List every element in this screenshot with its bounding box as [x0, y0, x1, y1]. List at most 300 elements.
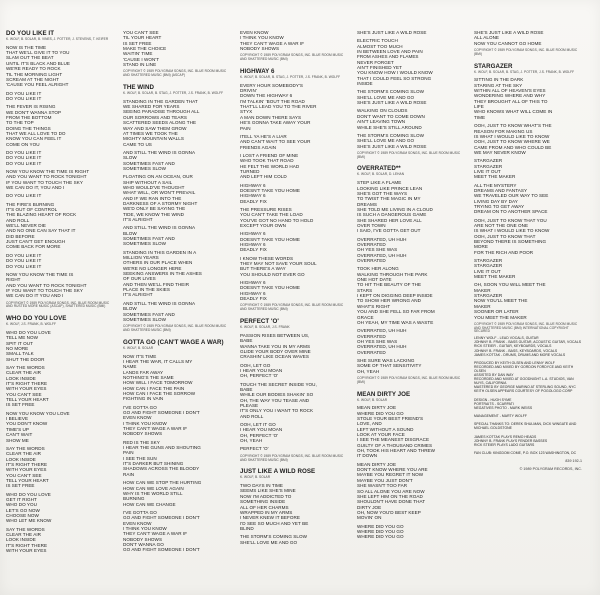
- lyric-line: IT'S ALRIGHT: [123, 292, 153, 298]
- credit-line: DESIGN - HUGH SYME: [474, 397, 512, 402]
- copyright-notice: COPYRIGHT © 1989 POLYGRAM SONGS, INC. BLUE ROOM MUSIC AND RUSTED MORE MUSIC (ASCAP), SHATTERED MUSIC (BMI): [6, 300, 110, 309]
- lyric-stanza: [123, 480, 231, 507]
- lyric-line: WHERE DID YOU GO: [357, 534, 404, 540]
- credit-line: PORTRAITS - SCARPATI: [474, 401, 514, 406]
- lyric-line: SHE'S GOT THE WAYS: [357, 190, 408, 196]
- lyric-line: ALL ALONE: [474, 35, 500, 41]
- lyric-line: MAYBE YOU JUST DON'T: [357, 477, 413, 483]
- lyric-stanza: [240, 446, 348, 451]
- lyric-line: CRASHIN' LIKE OCEAN WAVES: [240, 354, 310, 360]
- lyric-line: NOW IT'S TIME: [123, 353, 157, 359]
- lyric-line: WAY AND SAW THEM GROW: [123, 125, 187, 131]
- lyric-line: OH, SOON YOU WILL MEET THE: [474, 282, 546, 288]
- lyric-line: TELL ME NOW: [6, 335, 39, 341]
- lyric-line: OH YEAH, MY TIME WAS A WASTE: [357, 319, 434, 325]
- lyric-line: STARGAZER: [474, 163, 503, 169]
- lyric-line: WHY IS THE WORLD STILL: [123, 490, 183, 496]
- lyric-line: DO YOU LIKE IT: [6, 258, 42, 264]
- credit-line: MANAGEMENT - MARTY WOLFF: [474, 414, 528, 419]
- lyric-line: I HEAR YOU MOAN: [240, 427, 283, 433]
- lyric-line: ALMOST TOO MUCH: [357, 43, 403, 49]
- copyright-notice: COPYRIGHT © 1989 POLYGRAM SONGS, INC. BLUE ROOM MUSIC AND SHATTERED MUSIC (BMI): [240, 53, 344, 62]
- song-credits: K. WOLF, B. SOLAR, J.S. FRANK: [240, 325, 290, 330]
- lyric-line: HOW CAN I FACE THE PAIN: [123, 385, 185, 391]
- lyric-stanza: [474, 218, 582, 255]
- lyric-line: SOONER OR LATER: [474, 309, 519, 315]
- lyric-line: LIFE: [474, 104, 484, 110]
- lyric-line: SO ALL ALONE YOU ARE NOW: [357, 488, 425, 494]
- lyric-line: OH, PERFECT 'O': [240, 432, 279, 438]
- lyric-line: AND YOU WANT TO ROCK TONIGHT: [6, 282, 87, 288]
- lyric-line: I HEAR THE WAR, IT CALLS MY: [123, 358, 193, 364]
- lyric-line: WHILE OUR BODIES SHAKIN' SO: [240, 392, 314, 398]
- song-credits: K. WOLF, J.S. FRANK, B. WOLFF: [6, 322, 56, 327]
- lyric-line: WE'D ONLY BE SAYING THE: [123, 206, 186, 212]
- lyric-line: WITH YOUR EYES: [6, 386, 47, 392]
- lyric-line: I SAID, I'VE GOTTA GET OUT: [357, 228, 421, 234]
- lyric-line: MAYBE YOU REGRET IT NOW: [357, 472, 424, 478]
- lyric-line: TOUCH THE SECRET INSIDE YOU,: [240, 381, 317, 387]
- lyric-line: CAME FROM AND WHO COULD BE: [474, 144, 552, 150]
- song-title: STARGAZER: [474, 62, 513, 70]
- lyric-line: SOME OF THAT SENSITIVITY: [357, 363, 422, 369]
- lyric-line: I'M TALKIN' 'BOUT THE ROAD: [240, 98, 305, 104]
- lyric-stanza: [6, 446, 114, 489]
- lyric-line: SHE'S JUST LIKE A WILD ROSE: [357, 30, 427, 35]
- lyric-line: INSIDE: [357, 81, 373, 87]
- lyric-line: TRYING TO GET AWAY: [474, 203, 525, 209]
- lyric-line: SLAM OUT THE BEAT: [6, 55, 54, 61]
- lyric-line: WHO TOOK THAT ROAD: [240, 158, 294, 164]
- lyric-line: AND STILL THE WIND IS GONNA: [123, 225, 196, 231]
- copyright-notice: COPYRIGHT © 1989 POLYGRAM SONGS, INC. BLUE ROOM MUSIC AND SHATTERED MUSIC (BMI): [240, 453, 344, 462]
- lyric-line: OVERRATED, UH HUH: [357, 252, 407, 258]
- song-credits: K. WOLF, B. SOLAR, D. LEHAN: [357, 172, 405, 177]
- lyric-line: AND IF WE RAN INTO THE: [123, 195, 182, 201]
- lyric-line: WE CAN DO IT, YOU AND I: [6, 185, 65, 191]
- lyric-line: NOW YOU CANNOT GO HOME: [474, 40, 542, 46]
- lyric-line: STANDING IN THIS GARDEN IN A: [123, 249, 197, 255]
- lyric-line: AND ROLL: [240, 413, 264, 419]
- lyric-line: AND LEFT HIM COLD: [240, 174, 287, 180]
- lyric-line: DON'T WANNA GO: [123, 541, 164, 547]
- lyric-line: OVERRATED: [357, 349, 386, 355]
- lyric-line: I'D SEE SO MUCH AND YET BE: [240, 520, 309, 526]
- lyric-stanza: [6, 169, 114, 190]
- lyric-line: I'VE GOTTA GO: [123, 509, 157, 515]
- lyric-line: FROM THE BOTTOM: [6, 114, 52, 120]
- lyrics-column-5: [474, 30, 582, 471]
- credit-line: KEITH OLSEN APPEARS COURTESY OF POGOLOGO CORP: [474, 389, 573, 394]
- lyric-line: PLEASE: [240, 403, 259, 408]
- lyric-line: TO SHOW HER WRONG AND: [357, 298, 422, 304]
- lyric-stanza: [474, 282, 582, 319]
- lyric-line: NOBODY SHOWS: [123, 431, 163, 437]
- lyric-line: NOW IS THE TIME: [6, 44, 47, 50]
- lyric-line: WE TRAVELED OUR WAY TO SEE: [474, 193, 549, 199]
- lyric-line: 'CAUSE YOU FEEL ALRIGHT: [6, 82, 69, 88]
- lyric-stanza: [6, 527, 114, 554]
- song-title: DO YOU LIKE IT: [6, 30, 55, 37]
- lyric-line: SAY THE WORDS: [6, 445, 45, 451]
- lyric-stanza: [240, 83, 348, 131]
- song-title: THE WIND: [123, 84, 154, 91]
- credit-line: LENNY WOLF - LEAD VOCALS, GUITAR: [474, 336, 539, 341]
- lyric-line: MORE: [474, 244, 488, 250]
- lyric-stanza: [6, 272, 114, 299]
- lyric-line: HOW WILL I FACE TOMORROW: [123, 380, 193, 386]
- lyric-line: STYX: [240, 109, 253, 115]
- lyric-line: LOVE, AND: [357, 421, 382, 427]
- lyric-line: OOH, LET GO: [240, 362, 271, 368]
- lyric-line: WHAT'S RIGHT: [357, 303, 391, 309]
- lyric-line: MAKER: [474, 287, 491, 293]
- lyric-line: WHO KNOWS WHAT WILL COME IN: [474, 109, 553, 115]
- lyric-line: WE CAN DO IT YOU AND I: [6, 293, 64, 299]
- lyric-line: IF YOU WANT TO TOUCH THE SKY: [6, 179, 83, 185]
- song-credits: K. WOLF, B. SOLAR, B. STAG, J. POTTER, J.S. FRANK, B. WOLFF: [240, 74, 341, 79]
- lyric-line: MOVIN' ON: [357, 515, 382, 521]
- copyright-notice: COPYRIGHT © 1989 POLYGRAM SONGS, INC. BLUE ROOM MUSIC (BMI): [357, 375, 462, 384]
- lyric-line: TIL THE MORNING LIGHT: [6, 71, 63, 77]
- lyric-line: DREAMS: [357, 201, 377, 207]
- lyric-line: THEY MAY NOT SAVE YOUR SOUL: [240, 261, 317, 267]
- lyric-stanza: [123, 225, 231, 246]
- lyric-line: AT TIMES WE TOOK THE: [123, 130, 178, 136]
- catalog-number: 839 192-1: [565, 458, 582, 463]
- lyric-line: HOW CAN WE STOP THE HURTING: [123, 480, 202, 486]
- lyric-line: SPIT IT OUT: [6, 340, 33, 346]
- lyric-line: DREAMS AND FANTASY: [474, 187, 528, 193]
- lyric-stanza: [123, 30, 231, 67]
- lyric-line: YOU CAN'T TAKE THE LOAD: [240, 212, 303, 218]
- lyric-line: CAN'T WAIT: [6, 432, 33, 438]
- lyric-line: THE FEVER IS RISING: [6, 104, 56, 110]
- lyric-line: GO AND FIGHT SOMEONE I DON'T: [123, 547, 200, 553]
- lyric-line: OH YES SHE WAS: [357, 338, 398, 344]
- lyric-line: SHE SHARED HER LOVE ALL: [357, 217, 422, 223]
- lyric-stanza: [357, 462, 465, 521]
- song-title: PERFECT 'O': [240, 318, 279, 326]
- lyric-line: WRAPPED IN MY ARMS: [240, 509, 293, 515]
- lyric-line: WHO DO YOU LOVE: [6, 329, 51, 335]
- lyric-line: STOLE YOUR BEST FRIEND'S: [357, 416, 424, 422]
- lyric-line: DRIVIN': [240, 88, 257, 94]
- lyric-line: EVEN KNOW: [123, 415, 152, 421]
- credit-line: NEGATIVES PHOTO - MARK WEISS: [474, 405, 533, 410]
- lyric-line: AND STILL THE WIND IS GONNA: [123, 300, 196, 306]
- song-credits: K. WOLF, B. SOLAR: [240, 475, 271, 480]
- lyric-line: YOU CAN'T SEE: [6, 391, 42, 397]
- lyric-line: UNTIL IT'S BLACK AND BLUE: [6, 60, 70, 66]
- lyric-line: PAIN: [240, 125, 251, 131]
- lyric-line: DID BEFORE: [6, 233, 35, 239]
- lyric-line: IF YOU WANT TO TOUCH THE SKY: [6, 287, 83, 293]
- lyric-line: IT'S DARKER BUT SHINING: [123, 461, 184, 467]
- lyric-line: SITTING IN THE DARK: [474, 77, 524, 83]
- lyric-line: GO AND FIGHT SOMEONE I DON'T: [123, 410, 200, 416]
- lyric-line: WITH YOUR EYES: [6, 548, 47, 554]
- lyric-stanza: [240, 534, 348, 545]
- song-title: JUST LIKE A WILD ROSE: [240, 468, 316, 476]
- lyric-line: DON'T WANT TO COME DOWN: [357, 113, 425, 119]
- lyric-stanza: [357, 266, 465, 325]
- lyric-line: ALL THE MYSTERY: [474, 182, 517, 188]
- lyric-line: HE'S GONNA TAKE AWAY YOUR: [240, 120, 311, 126]
- lyric-line: FIGHTING IN VAIN: [123, 396, 164, 402]
- lyric-line: AIN'T LEAVING TOWN: [357, 119, 406, 125]
- lyric-line: JUST CAN'T GET ENOUGH: [6, 239, 66, 245]
- lyric-line: DO YOU LIKE IT: [6, 155, 42, 161]
- lyric-stanza: [240, 256, 348, 277]
- lyric-line: A MAN DOWN THERE SAYS: [240, 114, 302, 120]
- lyric-line: THEY CAN'T WAGE A WAR IF: [240, 40, 305, 46]
- song-title: HIGHWAY 6: [240, 67, 275, 75]
- lyric-line: YOU KNOW HOW I WOULD KNOW: [357, 70, 433, 76]
- lyric-line: THEY CAN'T WAGE A WAR IF: [123, 426, 188, 432]
- lyric-line: TELL YOUR HEART: [6, 397, 49, 403]
- lyric-line: WHAT WILL, OR WON'T PREVAIL: [123, 190, 196, 196]
- lyric-line: WITHIN ALL OF HEAVEN'S EYES: [474, 88, 546, 94]
- lyric-line: I THINK YOU KNOW: [240, 35, 284, 41]
- lyric-line: DOESN'T TAKE YOU HOME: [240, 285, 301, 291]
- lyric-line: OOH, JUST TO KNOW WHAT'S THE: [474, 123, 552, 129]
- song-title: WHO DO YOU LOVE: [6, 315, 67, 323]
- lyric-line: IS SET FREE: [6, 483, 35, 489]
- lyric-line: IT DOWN: [357, 453, 378, 459]
- lyric-line: MAKER: [474, 303, 491, 309]
- lyric-line: DO YOU LIKE IT: [6, 149, 42, 155]
- copyright-notice: COPYRIGHT © 1989 POLYGRAM SONGS, INC. BLUE ROOM MUSIC AND SHATTERED MUSIC (BMI): [123, 324, 227, 332]
- lyric-line: THAT WE'LL GIVE IT TO YOU: [6, 50, 70, 56]
- lyric-line: TWO DAYS IN TIME: [240, 483, 283, 489]
- copyright-notice: COPYRIGHT © 1989 POLYGRAM SONGS, INC. BLUE ROOM MUSIC AND SHATTERED MUSIC (BMI) INTERNATIONAL COPYRIGHT SECURED: [474, 321, 578, 334]
- lyric-line: I LOST A FRIEND OF MINE: [240, 152, 299, 158]
- lyric-line: MEAN DIRTY JOE: [357, 405, 397, 411]
- lyric-line: HIGHWAY 6: [240, 280, 266, 286]
- lyric-stanza: [240, 483, 348, 531]
- song-credits: K. WOLF, B. SOLAR, B. STAG, J. POTTER, J.S. FRANK, B. WOLFF: [474, 69, 575, 74]
- lyric-line: WONDERING WHERE AND WHY: [474, 93, 546, 99]
- lyric-line: STANDING IN THE GARDEN THAT: [123, 98, 198, 104]
- lyric-line: IS SUCH A DANGEROUS GAME: [357, 212, 427, 218]
- lyric-line: I KNOW THESE WORDS: [240, 255, 294, 261]
- lyric-line: THE STORM'S COMING SLOW: [357, 89, 425, 95]
- lyric-line: KNOW YOU CAN FEEL IT: [6, 136, 62, 142]
- lyric-line: LOOK INSIDE: [6, 537, 36, 543]
- lyric-line: ELECTRIC TOUCH: [357, 38, 398, 44]
- lyric-line: WHERE DID YOU GO: [357, 528, 404, 534]
- lyric-line: NO MORE: [6, 346, 29, 351]
- lyric-line: STARGAZER: [474, 263, 503, 269]
- lyric-stanza: [357, 89, 465, 105]
- lyric-line: IT'S ALRIGHT: [123, 217, 153, 223]
- lyric-stanza: [474, 183, 582, 215]
- lyric-line: ALL OF HER CHARMS: [240, 504, 289, 510]
- lyric-line: REASON FOR MAKING US: [474, 128, 533, 134]
- lyric-line: WE'RE READY TO ROCK: [6, 66, 61, 72]
- lyric-line: WANNA TAKE YOU IN MY ARMS: [240, 343, 311, 349]
- lyric-line: MEAN DIRTY JOE: [357, 461, 397, 467]
- lyric-line: STARS: [357, 287, 373, 293]
- lyric-line: SEEMS LIKE SHE'S MINE: [240, 488, 296, 494]
- lyric-line: HOW CAN I FACE THE SORROW: [123, 391, 196, 396]
- lyric-line: OH, PERFECT 'O': [240, 373, 279, 379]
- lyric-line: HOW CAN WE CHANGE: [123, 501, 176, 507]
- lyric-stanza: [357, 133, 465, 149]
- lyric-line: AND THEN WE'LL FIND THEIR: [123, 281, 190, 287]
- lyric-stanza: [6, 45, 114, 88]
- lyric-stanza: [357, 358, 465, 374]
- lyric-line: SHE'S JUST LIKE A WILD ROSE: [357, 100, 427, 106]
- lyric-line: DOING THE THINGS: [6, 125, 51, 131]
- lyric-stanza: [6, 492, 114, 524]
- lyric-line: IT'S RIGHT THERE: [6, 542, 48, 548]
- lyric-line: DO YOU LIKE IT: [6, 160, 42, 166]
- lyric-line: CAME TO US: [123, 141, 152, 147]
- copyright-notice: COPYRIGHT © 1989 POLYGRAM SONGS, INC. BLUE ROOM MUSIC (BMI): [357, 150, 462, 159]
- lyric-stanza: [357, 30, 465, 35]
- lyric-line: EVEN KNOW: [123, 520, 152, 526]
- lyric-line: DARKNESS OF A STORMY NIGHT: [123, 200, 198, 206]
- lyric-line: GET IT RIGHT: [6, 496, 37, 502]
- credit-line: RICK STEIER - GUITAR, KEYBOARDS, VOCALS: [474, 344, 552, 349]
- lyrics-column-2: [123, 30, 231, 553]
- lyric-line: OOH, LET IT GO: [240, 422, 276, 428]
- lyric-line: WHO DO YOU: [6, 502, 38, 508]
- lyric-line: DREAM ON TO ANOTHER SPACE: [474, 209, 548, 215]
- lyric-line: IT'S RIGHT THERE: [6, 381, 48, 387]
- lyric-line: LEFT WITHOUT A SOUND: [357, 426, 414, 432]
- lyric-line: WHERE DID YOU GO: [357, 523, 404, 529]
- lyric-stanza: [6, 193, 114, 198]
- credit-line: MASTERED BY GEORGE MARINO AT STERLING SOUND, NYC: [474, 385, 576, 390]
- lyric-line: NOW YOU KNOW THE TIME IS RIGHT: [6, 169, 90, 175]
- lyric-line: SHUT THE DOOR: [6, 356, 45, 362]
- lyric-line: BABE: [240, 386, 253, 392]
- lyric-line: HE FELT THE WORLD HAD: [240, 163, 300, 169]
- lyric-line: NOBODY SHOWS: [240, 46, 280, 52]
- lyric-stanza: [6, 411, 114, 443]
- lyric-line: THE PRESSURE RISES: [240, 206, 292, 212]
- lyric-line: GLIDE YOUR BODY OVER MINE: [240, 348, 311, 354]
- lyric-line: HIGHWAY 6: [240, 182, 266, 188]
- album-credits: [474, 336, 582, 455]
- lyric-line: SHE'S JUST LIKE A WILD ROSE: [357, 143, 427, 149]
- lyric-line: DOWN THE HIGHWAY 6: [240, 93, 293, 99]
- lyric-line: HIGHWAY 6: [240, 193, 266, 199]
- lyric-stanza: [6, 253, 114, 269]
- lyric-line: I THINK YOU KNOW: [123, 420, 167, 426]
- lyric-stanza: [6, 202, 114, 250]
- lyric-line: STARGAZER: [474, 258, 503, 264]
- credit-line: JOHNNY B. FRANK - BASS, KEYBOARDS, VOCALS: [474, 348, 558, 353]
- song-title: MEAN DIRTY JOE: [357, 390, 411, 398]
- lyric-line: SHADOWS ACROSS THE BLOODY: [123, 466, 200, 472]
- lyric-line: TIME'S UP: [6, 426, 30, 432]
- lyric-line: LOOK INSIDE: [6, 375, 36, 381]
- lyric-line: YOU CAN'T SEE: [6, 472, 42, 478]
- lyric-line: WE SHARED FOR YEARS: [123, 104, 180, 110]
- lyric-line: CLEAR THE AIR: [6, 451, 42, 457]
- credit-line: FAN CLUB: KINGDOM COME, P.O. BOX 123 WASHINGTON, DC: [474, 450, 577, 455]
- lyric-line: PASSION RISES BETWEEN US,: [240, 332, 310, 338]
- lyric-line: WHERE DID YOU GO: [357, 410, 404, 416]
- lyric-line: ONE HOT DATE: [357, 277, 392, 283]
- lyric-line: I HEAR YOU MOAN: [240, 367, 283, 373]
- lyric-line: YOU'VE GOT NO HAND TO HOLD: [240, 217, 314, 223]
- lyric-line: SOMETIMES SLOW: [123, 316, 167, 322]
- lyric-line: SAY THE WORDS: [6, 526, 45, 532]
- song-credits: K. WOLF, B. SOLAR, B. VINES, J. POTTER, J. STEVENS, T. KEIFER: [6, 37, 109, 41]
- lyric-line: DO YOU LIKE IT: [6, 263, 42, 269]
- lyric-stanza: [474, 158, 582, 179]
- lyric-line: THAT'LL LEAD YOU TO THE RIVER: [240, 104, 317, 110]
- lyric-line: FRIENDS AGAIN: [240, 144, 277, 150]
- lyric-line: WHILE SHE'S STILL AROUND: [357, 124, 422, 130]
- lyric-stanza: [357, 405, 465, 458]
- lyric-line: SOMETIMES FAST AND: [123, 160, 175, 166]
- lyric-line: I SEE THE SUN: [123, 455, 157, 461]
- lyric-line: ITELL YA HE'S A LIAR: [240, 133, 287, 139]
- lyric-line: SOMETIMES FAST AND: [123, 311, 175, 317]
- lyric-line: SHE'S JUST LIKE A WILD ROSE: [474, 30, 544, 35]
- lyric-line: OVERRATED: [357, 333, 386, 339]
- lyrics-column-1: [6, 30, 114, 553]
- lyric-line: YOU SHOULD NOT EVER GO: [240, 271, 305, 277]
- lyric-line: PLACE IN THE SKIES: [123, 287, 171, 293]
- lyric-line: BABE: [240, 338, 253, 344]
- lyric-line: WAITIN' TIME: [123, 51, 153, 57]
- lyric-line: MEET THE MAKER: [474, 174, 516, 180]
- lyric-line: COME BACK FOR MORE: [6, 244, 61, 250]
- lyric-line: LET'S GO NOW: [6, 507, 40, 513]
- lyric-line: OH, YEAH: [240, 438, 263, 444]
- lyric-stanza: [474, 30, 582, 46]
- credit-line: JOHNNY B. FRANK - BASS GUITAR, ACOUSTIC GUITAR, VOCALS: [474, 340, 582, 345]
- lyric-line: THE FIRE'S BURNING: [6, 201, 55, 207]
- lyric-line: PAIN: [123, 450, 134, 456]
- lyric-stanza: [123, 174, 231, 222]
- lyric-stanza: [6, 365, 114, 408]
- lyric-stanza: [474, 258, 582, 279]
- lyric-stanza: [240, 30, 348, 51]
- lyric-stanza: [357, 38, 465, 86]
- lyric-stanza: [6, 330, 114, 362]
- lyric-line: SCREAM AT THE NIGHT: [6, 76, 60, 82]
- lyric-line: THAT I COULD FEEL SO STRONG: [357, 75, 432, 81]
- lyric-line: LOOK INSIDE: [6, 456, 36, 462]
- lyric-line: OVERRATED: [357, 242, 386, 248]
- lyrics-column-4: [357, 30, 465, 540]
- credit-line: JOHNNY B. FRANK PLAYS FENDER BASSES: [474, 438, 548, 443]
- lyric-line: OVERRATED, UH HUH: [357, 236, 407, 242]
- lyric-line: OVERRATED, UH HUH: [357, 344, 407, 350]
- lyric-line: NOW YOU KNOW YOU LOVE: [6, 410, 70, 416]
- lyric-line: SLOW: [123, 155, 137, 161]
- credit-line: SPECIAL THANKS TO: DEREK SHULMAN, DICK WINGATE AND MICHAEL GOLDSTONE: [474, 422, 578, 431]
- lyric-line: OH YES SHE WAS: [357, 247, 398, 253]
- copyright-notice: COPYRIGHT © 1989 POLYGRAM SONGS, INC. BLUE ROOM MUSIC AND SHATTERED MUSIC (BMI): [240, 303, 344, 312]
- lyric-line: OF OUR LIVES: [123, 276, 156, 282]
- lyric-stanza: [240, 382, 348, 419]
- lyric-line: OOH, JUST TO KNOW THAT YOU: [474, 217, 547, 223]
- lyric-line: SHOULDN'T HAVE DONE THAT: [357, 499, 426, 505]
- lyric-line: SCATTERED SEEDS ALONG THE: [123, 120, 197, 126]
- lyric-line: SHE'LL LOVE ME AND GO: [357, 138, 415, 144]
- lyric-line: AND ROLL: [6, 217, 30, 223]
- lyric-line: I THINK YOU KNOW: [123, 525, 167, 531]
